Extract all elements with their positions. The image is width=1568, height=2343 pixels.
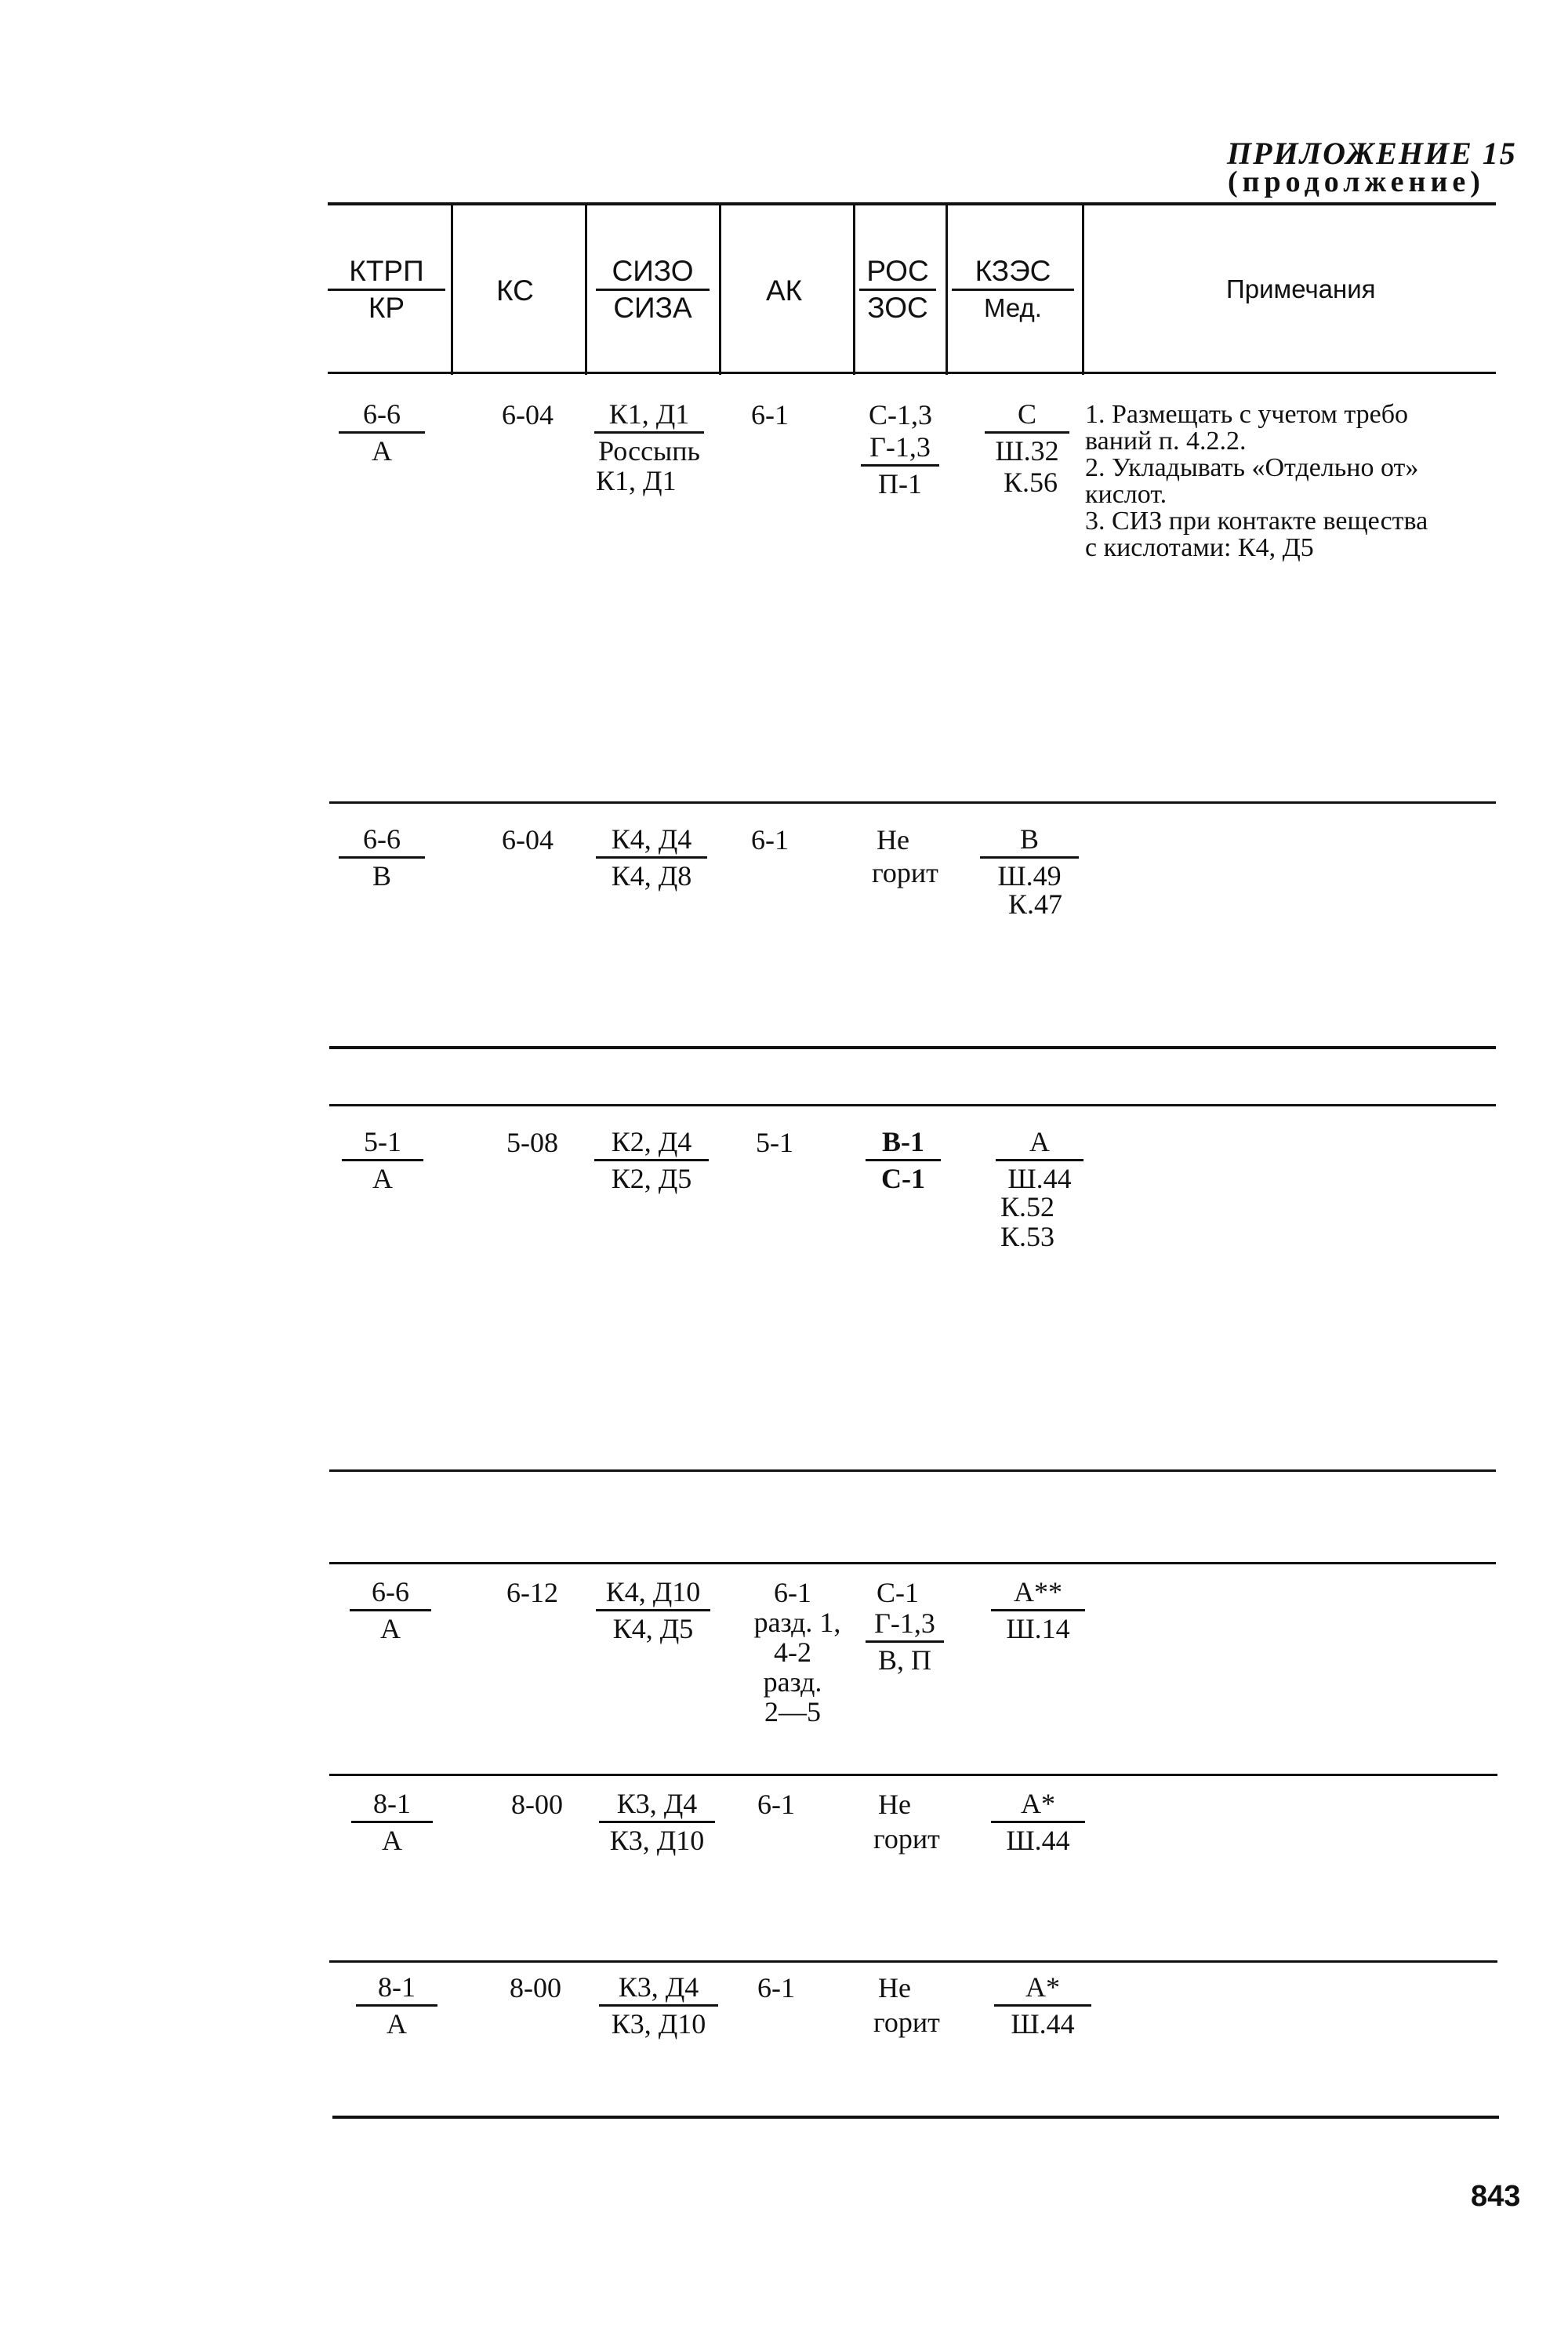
row4-med-1: Ш.14 bbox=[1006, 1613, 1070, 1644]
page-number: 843 bbox=[1471, 2180, 1521, 2213]
row2-med-1: Ш.49 bbox=[997, 860, 1062, 892]
row1-sizo-siza bbox=[594, 398, 704, 467]
row3-siza: К2, Д5 bbox=[611, 1163, 692, 1194]
row4-ak-line-1: 6-1 bbox=[774, 1577, 811, 1608]
row5-ks: 8-00 bbox=[511, 1789, 563, 1820]
row4-ks: 6-12 bbox=[506, 1577, 558, 1608]
appendix-title: ПРИЛОЖЕНИЕ 15 bbox=[1227, 136, 1517, 171]
row1-ks: 6-04 bbox=[502, 399, 554, 430]
row4-zos: В, П bbox=[877, 1644, 931, 1676]
row6-ak: 6-1 bbox=[757, 1972, 795, 2003]
row5-ktrp-bar bbox=[351, 1821, 433, 1823]
row6-kzes: А* bbox=[1025, 1971, 1060, 2003]
header-ros-bar bbox=[859, 289, 936, 291]
col-divider-2 bbox=[585, 205, 587, 375]
row6-ktrp-bar bbox=[356, 2004, 437, 2007]
row-separator bbox=[329, 1562, 1496, 1564]
row4-siza: К4, Д5 bbox=[612, 1613, 694, 1644]
row6-sizo-siza bbox=[599, 1971, 718, 2040]
row1-zos: П-1 bbox=[878, 468, 922, 499]
row3-sizo: К2, Д4 bbox=[611, 1126, 692, 1157]
row5-sizo: К3, Д4 bbox=[616, 1788, 698, 1819]
row1-ros-1: С-1,3 bbox=[869, 399, 932, 430]
row4-ktrp: 6-6 bbox=[372, 1576, 409, 1607]
row3-med-2: К.52 bbox=[1000, 1191, 1055, 1222]
header-top-rule bbox=[328, 202, 1496, 205]
header-siza: СИЗА bbox=[613, 292, 692, 324]
row3-zos: С-1 bbox=[881, 1163, 925, 1194]
row6-ktrp: 8-1 bbox=[378, 1971, 416, 2003]
row3-kzes-bar bbox=[996, 1159, 1083, 1161]
row3-ros-1: В-1 bbox=[882, 1126, 924, 1157]
row5-siza: К3, Д10 bbox=[609, 1825, 705, 1856]
row1-note-line-4: кислот. bbox=[1085, 480, 1167, 509]
row4-ros-bar bbox=[866, 1640, 944, 1643]
header-sizo-siza bbox=[596, 256, 710, 324]
row3-kzes-med bbox=[996, 1126, 1083, 1194]
row2-sizo: К4, Д4 bbox=[611, 823, 692, 855]
col-divider-6 bbox=[1082, 205, 1084, 375]
row5-kzes-bar bbox=[991, 1821, 1085, 1823]
row6-ros-1: Не bbox=[878, 1972, 911, 2003]
row-separator bbox=[329, 1104, 1496, 1106]
row1-ros-zos bbox=[861, 431, 939, 499]
row1-sizo: К1, Д1 bbox=[608, 398, 690, 430]
row4-ktrp-bar bbox=[350, 1609, 431, 1611]
row3-sizo-bar bbox=[594, 1159, 709, 1161]
row6-ks: 8-00 bbox=[510, 1972, 561, 2003]
row4-ak bbox=[742, 1578, 844, 1727]
row2-ktrp: 6-6 bbox=[363, 823, 401, 855]
row-separator bbox=[329, 1774, 1497, 1776]
col-divider-3 bbox=[719, 205, 721, 375]
row4-kzes-bar bbox=[991, 1609, 1085, 1611]
row5-ak: 6-1 bbox=[757, 1789, 795, 1820]
row3-sizo-siza bbox=[594, 1126, 709, 1194]
row1-ktrp: 6-6 bbox=[363, 398, 401, 430]
row6-sizo: К3, Д4 bbox=[618, 1971, 699, 2003]
row1-note-line-1: 1. Размещать с учетом требо bbox=[1085, 400, 1409, 429]
row1-ros-2: Г-1,3 bbox=[869, 431, 931, 463]
header-sizo: СИЗО bbox=[612, 255, 694, 287]
row1-ak: 6-1 bbox=[751, 399, 789, 430]
row2-ros-1: Не bbox=[877, 824, 909, 855]
row3-ks: 5-08 bbox=[506, 1127, 558, 1158]
row6-sizo-bar bbox=[599, 2004, 718, 2007]
row4-ros-2: Г-1,3 bbox=[874, 1607, 935, 1639]
row1-note-line-5: 3. СИЗ при контакте вещества bbox=[1085, 507, 1428, 536]
header-ak: АК bbox=[766, 274, 803, 307]
row6-kr: А bbox=[387, 2008, 407, 2040]
row2-kzes-med bbox=[980, 823, 1079, 892]
row4-ktrp-kr bbox=[350, 1576, 431, 1644]
row1-kr: А bbox=[372, 435, 392, 467]
row1-med-2: К.56 bbox=[1004, 467, 1058, 498]
appendix-subtitle: (продолжение) bbox=[1228, 165, 1485, 198]
row2-ktrp-kr bbox=[339, 823, 425, 892]
row1-kzes-bar bbox=[985, 431, 1069, 434]
row4-ak-line-2: разд. 1, bbox=[753, 1607, 841, 1638]
header-ros: РОС bbox=[866, 255, 929, 287]
row4-ak-line-3: 4-2 bbox=[774, 1636, 811, 1668]
row2-ros-2: горит bbox=[872, 857, 938, 888]
row1-sizo-bar bbox=[594, 431, 704, 434]
row3-ak: 5-1 bbox=[756, 1127, 793, 1158]
row1-note-line-3: 2. Укладывать «Отдельно от» bbox=[1085, 453, 1419, 482]
row3-ros-zos bbox=[866, 1126, 941, 1194]
row5-sizo-siza bbox=[599, 1788, 715, 1856]
row3-kzes: А bbox=[1029, 1126, 1050, 1157]
row5-ktrp: 8-1 bbox=[373, 1788, 411, 1819]
table-bottom-rule bbox=[332, 2116, 1499, 2119]
row1-notes bbox=[1085, 401, 1428, 561]
row2-kzes-bar bbox=[980, 856, 1079, 859]
row5-ros-1: Не bbox=[878, 1789, 911, 1820]
header-kr: КР bbox=[368, 292, 405, 324]
row6-ktrp-kr bbox=[356, 1971, 437, 2040]
row2-siza: К4, Д8 bbox=[611, 860, 692, 892]
header-kzes-med bbox=[952, 256, 1074, 324]
row5-kzes-med bbox=[991, 1788, 1085, 1856]
row3-ktrp-kr bbox=[342, 1126, 423, 1194]
row3-ros-bar bbox=[866, 1159, 941, 1161]
row2-ak: 6-1 bbox=[751, 824, 789, 855]
row2-kr: В bbox=[372, 860, 391, 892]
row4-ros-zos bbox=[866, 1607, 944, 1676]
row1-siza-2: К1, Д1 bbox=[596, 465, 677, 496]
row6-med-1: Ш.44 bbox=[1011, 2008, 1075, 2040]
row2-kzes: В bbox=[1019, 823, 1039, 855]
row4-ros-1: С-1 bbox=[877, 1577, 919, 1608]
row1-siza: Россыпь bbox=[598, 435, 700, 467]
header-med: Мед. bbox=[984, 293, 1042, 322]
header-ktrp-bar bbox=[328, 289, 445, 291]
row1-kzes: С bbox=[1017, 398, 1036, 430]
header-zos: ЗОС bbox=[867, 292, 928, 324]
row5-sizo-bar bbox=[599, 1821, 715, 1823]
header-ktrp-kr bbox=[328, 256, 445, 324]
row6-kzes-bar bbox=[994, 2004, 1091, 2007]
row4-sizo: К4, Д10 bbox=[605, 1576, 701, 1607]
row2-med-2: К.47 bbox=[1008, 888, 1063, 920]
row6-kzes-med bbox=[994, 1971, 1091, 2040]
row1-ktrp-kr bbox=[339, 398, 425, 467]
row5-med-1: Ш.44 bbox=[1006, 1825, 1070, 1856]
row2-ks: 6-04 bbox=[502, 824, 554, 855]
row2-sizo-siza bbox=[596, 823, 707, 892]
row5-ktrp-kr bbox=[351, 1788, 433, 1856]
row5-kzes: А* bbox=[1021, 1788, 1055, 1819]
row4-ak-line-5: 2—5 bbox=[764, 1696, 821, 1727]
row2-sizo-bar bbox=[596, 856, 707, 859]
row1-kzes-med bbox=[985, 398, 1069, 467]
row6-ros-2: горит bbox=[873, 2007, 940, 2038]
row1-note-line-6: с кислотами: К4, Д5 bbox=[1085, 533, 1314, 562]
row4-sizo-bar bbox=[596, 1609, 710, 1611]
row-separator bbox=[329, 1046, 1496, 1049]
header-ktrp: КТРП bbox=[349, 255, 424, 287]
row4-kzes: А** bbox=[1014, 1576, 1062, 1607]
row5-kr: А bbox=[382, 1825, 402, 1856]
row4-ak-line-4: разд. bbox=[763, 1666, 822, 1698]
row5-ros-2: горит bbox=[873, 1823, 940, 1854]
row4-sizo-siza bbox=[596, 1576, 710, 1644]
row4-kr: А bbox=[380, 1613, 401, 1644]
header-ros-zos bbox=[859, 256, 936, 324]
row-separator bbox=[329, 801, 1496, 804]
col-divider-1 bbox=[451, 205, 453, 375]
row3-med-1: Ш.44 bbox=[1007, 1163, 1072, 1194]
header-ks: КС bbox=[496, 274, 534, 307]
row1-ktrp-bar bbox=[339, 431, 425, 434]
row4-kzes-med bbox=[991, 1576, 1085, 1644]
header-notes: Примечания bbox=[1226, 274, 1376, 303]
row3-ktrp: 5-1 bbox=[364, 1126, 401, 1157]
col-divider-5 bbox=[946, 205, 948, 375]
row6-siza: К3, Д10 bbox=[611, 2008, 706, 2040]
row1-note-line-2: ваний п. 4.2.2. bbox=[1085, 427, 1247, 456]
row2-ktrp-bar bbox=[339, 856, 425, 859]
row3-ktrp-bar bbox=[342, 1159, 423, 1161]
header-kzes: КЗЭС bbox=[975, 255, 1051, 287]
row-separator bbox=[329, 1469, 1496, 1472]
row3-kr: А bbox=[372, 1163, 393, 1194]
row3-med-3: К.53 bbox=[1000, 1221, 1055, 1252]
header-bottom-rule bbox=[328, 372, 1496, 374]
row1-ros-bar bbox=[861, 464, 939, 467]
header-sizo-bar bbox=[596, 289, 710, 291]
header-kzes-bar bbox=[952, 289, 1074, 291]
col-divider-4 bbox=[853, 205, 855, 375]
row-separator bbox=[329, 1960, 1497, 1963]
row1-med-1: Ш.32 bbox=[995, 435, 1059, 467]
